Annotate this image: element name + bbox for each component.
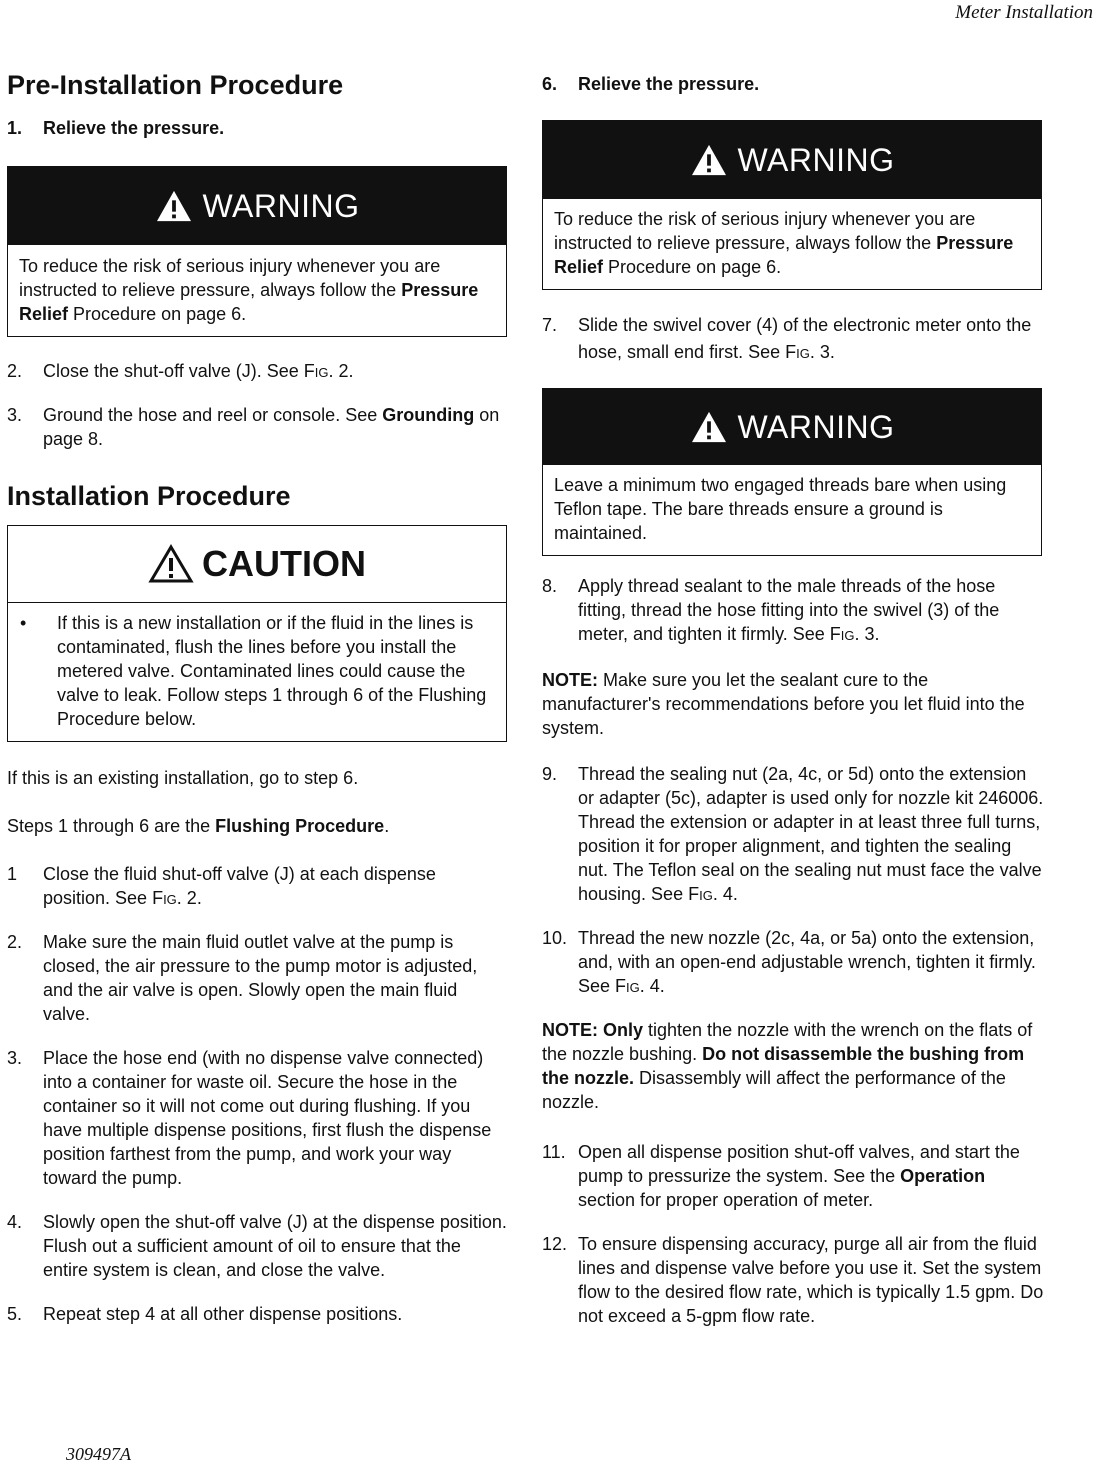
step-bold-text: Grounding: [382, 405, 475, 425]
step-text: Place the hose end (with no dispense valve connected) into a container for waste oil. Secure the hose in the container so it will not come out during flushing. If you have multiple dispense positions, first flush the dispense position farthest from the pump, and work your way toward the pump.: [43, 1048, 492, 1188]
warning-text: To reduce the risk of serious injury whenever you are instructed to relieve pressure, always follow the: [554, 209, 976, 253]
step-text: Repeat step 4 at all other dispense positions.: [43, 1304, 403, 1324]
figure-reference: Fig. 3: [785, 342, 830, 362]
step-text-end: .: [829, 342, 835, 362]
intro-bold-text: Flushing Procedure: [215, 816, 385, 836]
step-number: 5.: [7, 1304, 23, 1324]
pre-step-1: [7, 116, 507, 140]
step-text: Ground the hose and reel or console. See: [43, 405, 383, 425]
note-label: NOTE:: [542, 1020, 598, 1040]
step-number: 2.: [7, 361, 23, 381]
note-text-end: Disassembly will affect the performance of the nozzle.: [542, 1068, 1006, 1112]
existing-installation-note: If this is an existing installation, go to step 6.: [7, 768, 359, 788]
figure-reference: Fig. 2: [303, 361, 349, 381]
step-number: 2.: [7, 932, 23, 952]
page-header-title: Meter Installation: [955, 2, 1093, 23]
step-number: 12.: [542, 1234, 568, 1254]
step-number: 3.: [7, 1048, 23, 1068]
step-text: Slide the swivel cover (4) of the electronic meter onto the hose, small end first. See: [578, 315, 1032, 362]
step-text: Open all dispense position shut-off valves, and start the pump to pressurize the system. See the: [578, 1142, 1020, 1186]
warning-body: [543, 199, 1041, 289]
step-text: Make sure the main fluid outlet valve at the pump is closed, the air pressure to the pump motor is adjusted, and the air valve is open. Slowly open the main fluid valve.: [43, 932, 478, 1024]
pre-installation-heading: Pre-Installation Procedure: [7, 70, 344, 100]
caution-triangle-icon: [148, 544, 194, 584]
flushing-intro: [7, 814, 507, 838]
warning-bold-text: Pressure Relief: [19, 280, 479, 324]
step-text: Slowly open the shut-off valve (J) at the dispense position. Flush out a sufficient amount of oil to ensure that the entire system is clean, and close the valve.: [43, 1212, 507, 1280]
step-number: 9.: [542, 764, 558, 784]
figure-reference: Fig. 4: [688, 884, 733, 904]
warning-header: [543, 389, 1041, 465]
step-number: 7.: [542, 315, 558, 335]
warning-triangle-icon: [690, 143, 728, 177]
intro-text-end: .: [384, 816, 390, 836]
warning-body: Leave a minimum two engaged threads bare when using Teflon tape. The bare threads ensure a ground is maintained.: [554, 475, 1007, 543]
step-text: Relieve the pressure.: [43, 118, 225, 138]
step-bold-text: Operation: [900, 1166, 986, 1186]
step-text-end: .: [348, 361, 354, 381]
step-text-end: .: [732, 884, 738, 904]
note-bold-text: Only: [598, 1020, 644, 1040]
note-label: NOTE:: [542, 670, 598, 690]
installation-heading: Installation Procedure: [7, 481, 291, 511]
flush-step-4: [7, 1210, 507, 1282]
step-8: [542, 574, 1046, 646]
step-11: [542, 1140, 1046, 1212]
step-text: Apply thread sealant to the male threads of the hose fitting, thread the hose fitting into the swivel (3) of the meter, and tighten it firmly. See: [578, 576, 1000, 644]
step-number: 1: [7, 864, 18, 884]
intro-text: Steps 1 through 6 are the: [7, 816, 216, 836]
step-9: [542, 762, 1046, 906]
caution-title: CAUTION: [202, 543, 366, 584]
pre-step-2: [7, 359, 507, 383]
warning-header: [8, 167, 506, 245]
caution-header: [8, 526, 506, 603]
step-6: [542, 72, 1046, 96]
step-text-end: .: [659, 976, 665, 996]
warning-title: WARNING: [202, 187, 360, 224]
warning-title: WARNING: [737, 408, 895, 445]
step-text-end: on page 8.: [43, 405, 500, 449]
step-text: Thread the sealing nut (2a, 4c, or 5d) onto the extension or adapter (5c), adapter is used only for nozzle kit 246006. Thread the extension or adapter in at least three full turns, position it for proper alignment, and tighten the sealing nut. The Teflon seal on the sealing nut must face the valve housing. See: [578, 764, 1044, 904]
note-bold-warning: Do not disassemble the bushing from the nozzle.: [542, 1044, 1025, 1088]
step-text: Relieve the pressure.: [578, 74, 760, 94]
step-10: [542, 926, 1046, 998]
warning-text: To reduce the risk of serious injury whenever you are instructed to relieve pressure, always follow the: [19, 256, 441, 300]
note-text: Make sure you let the sealant cure to the manufacturer's recommendations before you let fluid into the system.: [542, 670, 1025, 738]
warning-box-relieve-pressure-2: [542, 120, 1042, 290]
flush-step-2: [7, 930, 507, 1026]
warning-text-end: Procedure on page 6.: [603, 257, 782, 277]
document-number: 309497A: [66, 1444, 131, 1464]
warning-title: WARNING: [737, 141, 895, 178]
warning-triangle-icon: [690, 410, 728, 444]
step-number: 8.: [542, 576, 558, 596]
step-number: 1.: [7, 118, 23, 138]
step-text-end: .: [196, 888, 202, 908]
note-nozzle: [542, 1018, 1046, 1114]
step-text: Close the fluid shut-off valve (J) at each dispense position. See: [43, 864, 436, 908]
step-12: [542, 1232, 1046, 1328]
caution-box: [7, 525, 507, 742]
pre-step-3: [7, 403, 507, 451]
step-text-end: .: [874, 624, 880, 644]
step-number: 4.: [7, 1212, 23, 1232]
figure-reference: Fig. 4: [615, 976, 660, 996]
warning-box-relieve-pressure: [7, 166, 507, 337]
step-number: 6.: [542, 74, 558, 94]
note-sealant: [542, 668, 1046, 740]
step-number: 11.: [542, 1142, 566, 1162]
right-column: [542, 72, 1046, 1328]
caution-text: If this is a new installation or if the fluid in the lines is contaminated, flush the lines before you install the metered valve. Contaminated lines could cause the valve to leak. Follow steps 1 through 6 of the Flushing Procedure below.: [57, 613, 487, 729]
warning-triangle-icon: [155, 189, 193, 223]
figure-reference: Fig. 3: [829, 624, 875, 644]
flush-step-3: [7, 1046, 507, 1190]
step-text: Close the shut-off valve (J). See: [43, 361, 304, 381]
step-number: 10.: [542, 928, 568, 948]
warning-text-end: Procedure on page 6.: [68, 304, 247, 324]
left-column: [7, 68, 507, 1326]
step-text-end: section for proper operation of meter.: [578, 1190, 874, 1210]
warning-bold-text: Pressure Relief: [554, 233, 1014, 277]
warning-body: [8, 245, 506, 336]
warning-box-teflon: [542, 388, 1042, 556]
note-text: tighten the nozzle with the wrench on the flats of the nozzle bushing.: [542, 1020, 1033, 1064]
step-text: Thread the new nozzle (2c, 4a, or 5a) onto the extension, and, with an open-end adjustable wrench, tighten it firmly. See: [578, 928, 1036, 996]
warning-header: [543, 121, 1041, 199]
step-number: 3.: [7, 405, 23, 425]
caution-body: [8, 603, 506, 741]
figure-reference: Fig. 2: [152, 888, 197, 908]
step-text: To ensure dispensing accuracy, purge all air from the fluid lines and dispense valve before you use it. Set the system flow to the desired flow rate, which is typically 1.5 gpm. Do not exceed a 5-gpm flow rate.: [578, 1234, 1044, 1326]
bullet: •: [20, 613, 27, 633]
step-7: [542, 312, 1046, 366]
flush-step-5: [7, 1302, 507, 1326]
flush-step-1: [7, 862, 507, 910]
